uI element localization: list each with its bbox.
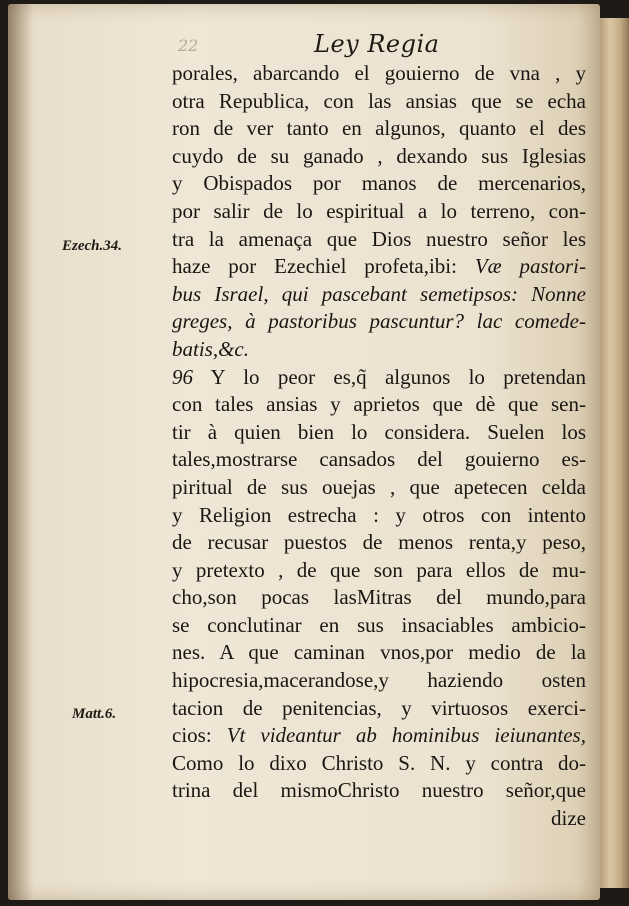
text-line: piritual de sus ouejas , que apetecen celda (172, 474, 586, 499)
margin-note-matt: Matt.6. (72, 706, 117, 722)
text-line: Como lo dixo Christo S. N. y contra do- (172, 750, 586, 775)
latin-quote: bus Israel, qui pascebant semetipsos: Nonne (172, 281, 586, 306)
page-header (170, 24, 590, 64)
gutter-shadow (8, 4, 34, 900)
text-line: trina del mismoChristo nuestro señor,que (172, 778, 586, 803)
text-line: con tales ansias y aprietos que dè que sen- (172, 392, 586, 417)
paragraph-number: 96 (172, 364, 193, 389)
text-line: otra Republica, con las ansias que se echa (172, 88, 586, 113)
text-line: y Obispados por manos de mercenarios, (172, 171, 586, 196)
page-edge (600, 18, 629, 888)
text-line: y Religion estrecha : y otros con intento (172, 502, 586, 527)
text-line: tra la amenaça que Dios nuestro señor les (172, 226, 586, 251)
text-line: nes. A que caminan vnos,por medio de la (172, 640, 586, 665)
latin-quote: greges, à pastoribus pascuntur? lac comede- (172, 309, 586, 334)
page-number: 22 (178, 36, 199, 55)
text-line: por salir de lo espiritual a lo terreno, con- (172, 198, 586, 223)
text-line: porales, abarcando el gouierno de vna , y (172, 61, 586, 85)
text-line (172, 308, 586, 336)
text-line: cuydo de su ganado , dexando sus Iglesias (172, 143, 586, 168)
running-head: Ley Regia (314, 30, 440, 58)
text-line: de recusar puestos de menos renta,y peso, (172, 530, 586, 555)
text-line: tacion de penitencias, y virtuosos exerci- (172, 695, 586, 720)
text-line: cios: Vt videantur ab hominibus ieiunantes, (172, 723, 586, 748)
text-line: 96 Y lo peor es,q̃ algunos lo pretendan (172, 364, 586, 389)
margin-note-ezech: Ezech.34. (62, 238, 122, 254)
catchword: dize (551, 806, 586, 831)
text-line: hipocresia,macerandose,y haziendo osten (172, 668, 586, 693)
text-line (172, 281, 586, 309)
text-line: se conclutinar en sus insaciables ambicio- (172, 612, 586, 637)
text-line: tales,mostrarse cansados del gouierno es- (172, 447, 586, 472)
text-line: tir à quien bien lo considera. Suelen los (172, 419, 586, 444)
latin-quote: Vt videantur ab hominibus ieiunantes, (226, 723, 586, 748)
text-line (172, 336, 586, 364)
text-line: ron de ver tanto en algunos, quanto el des (172, 116, 586, 141)
latin-quote: Væ pastori- (474, 254, 587, 279)
text-line: cho,son pocas lasMitras del mundo,para (172, 585, 586, 610)
latin-quote: batis,&c. (172, 336, 249, 361)
text-line: haze por Ezechiel profeta,ibi: Væ pastori- (172, 254, 587, 279)
text-line: y pretexto , de que son para ellos de mu- (172, 557, 586, 582)
body-text (172, 60, 586, 833)
